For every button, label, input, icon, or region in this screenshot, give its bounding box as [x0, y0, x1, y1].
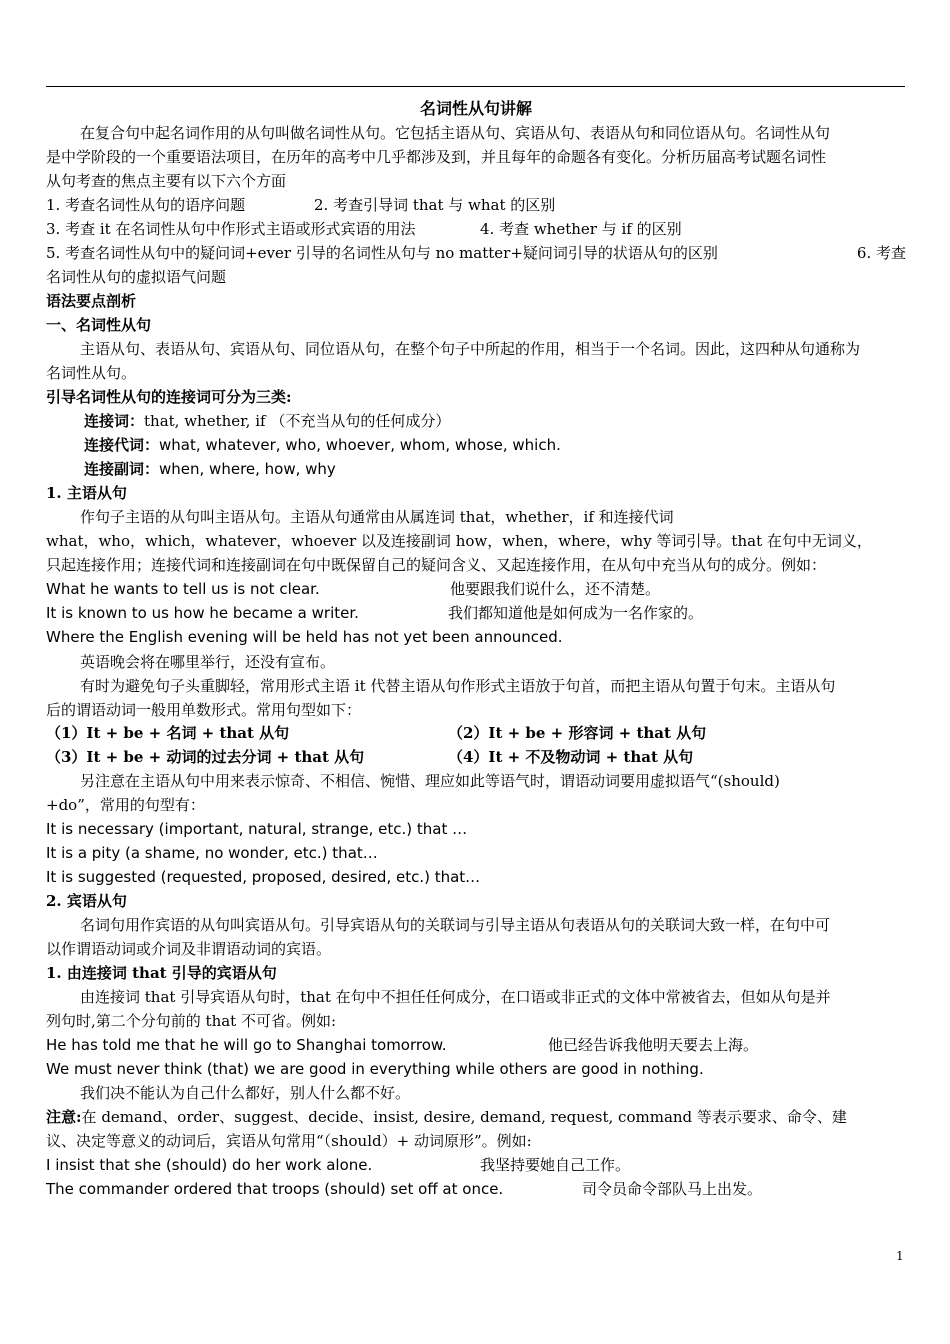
- object-example-4: [46, 1178, 906, 1200]
- example-en: I insist that she (should) do her work alone.: [46, 1156, 373, 1174]
- subjunctive-pattern-2: It is a pity (a shame, no wonder, etc.) that…: [46, 844, 378, 862]
- subjunctive-pattern-1: It is necessary (important, natural, strange, etc.) that …: [46, 820, 468, 838]
- focus-point-4: 4. 考查 whether 与 if 的区别: [480, 220, 682, 238]
- adv-row: [84, 458, 906, 480]
- that-text-1: 由连接词 that 引导宾语从句时，that 在句中不担任任何成分，在口语或非正式的文体中常被省去，但如从句是并: [80, 988, 831, 1006]
- that-clause-heading: 1. 由连接词 that 引导的宾语从句: [46, 964, 277, 982]
- page-number: 1: [896, 1249, 904, 1263]
- note-text: 在 demand、order、suggest、decide、insist, desire, demand, request, command 等表示要求、命令、建: [81, 1108, 847, 1126]
- example-cn: 他已经告诉我他明天要去上海。: [548, 1036, 759, 1054]
- grammar-heading: 语法要点剖析: [46, 292, 137, 310]
- intro-line-3: 从句考查的焦点主要有以下六个方面: [46, 172, 287, 190]
- subject-text-3: 只起连接作用；连接代词和连接副词在句中既保留自己的疑问含义、又起连接作用，在从句中充当从句的成分。例如：: [46, 556, 827, 574]
- note-label: 注意:: [46, 1108, 82, 1126]
- focus-line-1: [46, 194, 906, 216]
- pattern-3: （3）It + be + 动词的过去分词 + that 从句: [46, 748, 365, 766]
- pron-label: 连接代词：: [84, 436, 160, 454]
- formal-subject-text-2: 后的谓语动词一般用单数形式。常用句型如下：: [46, 701, 362, 719]
- conj-value: that, whether, if （不充当从句的任何成分）: [144, 412, 451, 430]
- object-example-3: [46, 1154, 906, 1176]
- note-line-1: [46, 1106, 906, 1128]
- that-text-2: 列句时,第二个分句前的 that 不可省。例如:: [46, 1012, 337, 1030]
- pattern-2: （2）It + be + 形容词 + that 从句: [448, 724, 707, 742]
- subject-text-2: what，who，which，whatever，whoever 以及连接副词 how，when，where，why 等词引导。that 在句中无词义，: [46, 532, 872, 550]
- subject-example-3-en: Where the English evening will be held has not yet been announced.: [46, 628, 563, 646]
- pron-value: what, whatever, who, whoever, whom, whose, which.: [159, 436, 561, 454]
- object-example-2-cn: 我们决不能认为自己什么都好，别人什么都不好。: [80, 1084, 411, 1102]
- subjunctive-text-2: +do”，常用的句型有：: [46, 796, 205, 814]
- object-example-1: [46, 1034, 906, 1056]
- section1-heading: 一、名词性从句: [46, 316, 152, 334]
- object-text-2: 以作谓语动词或介词及非谓语动词的宾语。: [46, 940, 332, 958]
- example-en: What he wants to tell us is not clear.: [46, 580, 320, 598]
- adv-label: 连接副词：: [84, 460, 160, 478]
- object-text-1: 名词句用作宾语的从句叫宾语从句。引导宾语从句的关联词与引导主语从句表语从句的关联词大致一样，在句中可: [80, 916, 831, 934]
- subject-example-1: [46, 578, 906, 600]
- focus-point-2: 2. 考查引导词 that 与 what 的区别: [314, 196, 556, 214]
- example-cn: 司令员命令部队马上出发。: [582, 1180, 763, 1198]
- intro-line-1: 在复合句中起名词作用的从句叫做名词性从句。它包括主语从句、宾语从句、表语从句和同位语从句。名词性从句: [80, 124, 831, 142]
- focus-point-6-start: 6. 考查: [856, 244, 906, 262]
- pattern-row-2: [46, 746, 906, 768]
- subjunctive-text-1: 另注意在主语从句中用来表示惊奇、不相信、惋惜、理应如此等语气时，谓语动词要用虚拟语气“(should): [80, 772, 780, 790]
- focus-point-3: 3. 考查 it 在名词性从句中作形式主语或形式宾语的用法: [46, 220, 416, 238]
- pron-row: [84, 434, 906, 456]
- formal-subject-text-1: 有时为避免句子头重脚轻，常用形式主语 it 代替主语从句作形式主语放于句首，而把主语从句置于句末。主语从句: [80, 677, 836, 695]
- conj-label: 连接词：: [84, 412, 145, 430]
- example-en: He has told me that he will go to Shanghai tomorrow.: [46, 1036, 447, 1054]
- example-cn: 我们都知道他是如何成为一名作家的。: [448, 604, 704, 622]
- object-clause-heading: 2. 宾语从句: [46, 892, 127, 910]
- focus-line-3: [46, 242, 906, 264]
- subject-clause-heading: 1. 主语从句: [46, 484, 127, 502]
- focus-point-1: 1. 考查名词性从句的语序问题: [46, 196, 246, 214]
- subject-example-3-cn: 英语晚会将在哪里举行，还没有宣布。: [80, 653, 336, 671]
- intro-line-2: 是中学阶段的一个重要语法项目，在历年的高考中几乎都涉及到，并且每年的命题各有变化。分析历届高考试题名词性: [46, 148, 827, 166]
- subject-example-2: [46, 602, 906, 624]
- focus-line-2: [46, 218, 906, 240]
- header-rule: [46, 86, 905, 87]
- connectives-heading: 引导名词性从句的连接词可分为三类:: [46, 388, 292, 406]
- focus-point-5: 5. 考查名词性从句中的疑问词+ever 引导的名词性从句与 no matter+疑问词引导的状语从句的区别: [46, 244, 718, 262]
- section1-text-1: 主语从句、表语从句、宾语从句、同位语从句，在整个句子中所起的作用，相当于一个名词。因此，这四种从句通称为: [80, 340, 861, 358]
- adv-value: when, where, how, why: [159, 460, 336, 478]
- pattern-row-1: [46, 722, 906, 744]
- object-example-2-en: We must never think (that) we are good in everything while others are good in nothing.: [46, 1060, 704, 1078]
- note-line-2: 议、决定等意义的动词后，宾语从句常用“（should）+ 动词原形”。例如:: [46, 1132, 532, 1150]
- example-cn: 他要跟我们说什么，还不清楚。: [450, 580, 661, 598]
- pattern-4: （4）It + 不及物动词 + that 从句: [448, 748, 694, 766]
- subjunctive-pattern-3: It is suggested (requested, proposed, desired, etc.) that…: [46, 868, 481, 886]
- example-en: The commander ordered that troops (should) set off at once.: [46, 1180, 504, 1198]
- conj-row: [84, 410, 906, 432]
- example-cn: 我坚持要她自己工作。: [480, 1156, 631, 1174]
- section1-text-2: 名词性从句。: [46, 364, 137, 382]
- example-en: It is known to us how he became a writer.: [46, 604, 359, 622]
- pattern-1: （1）It + be + 名词 + that 从句: [46, 724, 290, 742]
- focus-point-6-end: 名词性从句的虚拟语气问题: [46, 268, 227, 286]
- subject-text-1: 作句子主语的从句叫主语从句。主语从句通常由从属连词 that，whether，if 和连接代词: [80, 508, 674, 526]
- page-title: 名词性从句讲解: [419, 99, 532, 118]
